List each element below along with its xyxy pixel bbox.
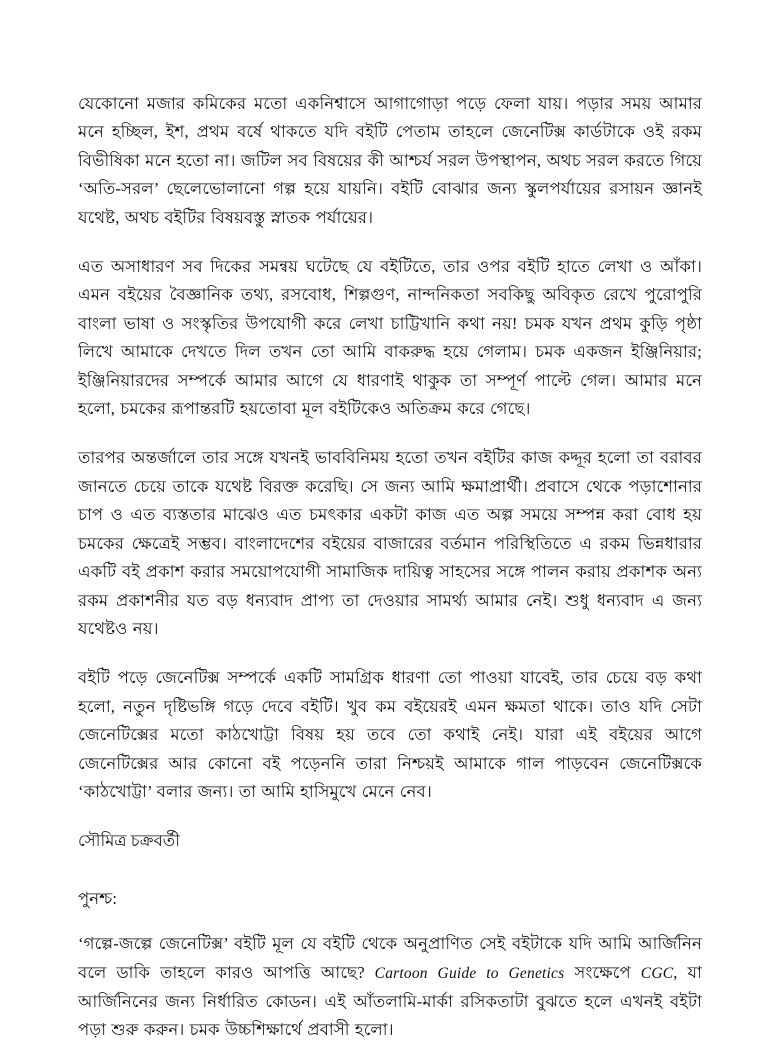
author-signature: সৌমিত্র চক্রবর্তী bbox=[78, 831, 181, 851]
english-abbreviation: CGC bbox=[640, 964, 674, 982]
postscript-text-part-3: , যা আর্জিনিনের জন্য নির্ধারিত কোডন। এই আঁতলামি-মার্কা রসিকতাটা বুঝতে হলে এখনই বইটা পড়া শুরু করুন। চমক উচ্চশিক্ষার্থে প্রবাসী হলো। bbox=[78, 962, 702, 1040]
postscript-text-part-1: ‘গল্পে-জল্পে জেনেটিক্স’ বইটি মূল যে বইটি থেকে অনুপ্রাণিত সেই বইটাকে যদি আমি আর্জিনিন বলে ডাকি তাহলে কারও আপত্তি আছে? bbox=[78, 934, 702, 982]
postscript-text-part-2: সংক্ষেপে bbox=[564, 962, 641, 982]
postscript-paragraph bbox=[78, 930, 702, 1045]
paragraph-3: তারপর অন্তর্জালে তার সঙ্গে যখনই ভাববিনিময় হতো তখন বইটির কাজ কদ্দূর হলো তা বরাবর জানতে চেয়ে তাকে যথেষ্ট বিরক্ত করেছি। সে জন্য আমি ক্ষমাপ্রার্থী। প্রবাসে থেকে পড়াশোনার চাপ ও এত ব্যস্ততার মাঝেও এত চমৎকার একটা কাজ এত অল্প সময়ে সম্পন্ন করা বোধ হয় চমকের ক্ষেত্রেই সম্ভব। বাংলাদেশের বইয়ের বাজারের বর্তমান পরিস্থিতিতে এ রকম ভিন্নধারার একটি বই প্রকাশ করার সময়োপযোগী সামাজিক দায়িত্ব সাহসের সঙ্গে পালন করায় প্রকাশক অন্য রকম প্রকাশনীর যত বড় ধন্যবাদ প্রাপ্য তা দেওয়ার সামর্থ্য আমার নেই। শুধু ধন্যবাদ এ জন্য যথেষ্টও নয়। bbox=[78, 448, 702, 638]
postscript-heading: পুনশ্চ: bbox=[78, 888, 117, 908]
signature-spacer bbox=[78, 877, 702, 885]
document-body bbox=[78, 90, 702, 1045]
paragraph-2: এত অসাধারণ সব দিকের সমন্বয় ঘটেছে যে বইটিতে, তার ওপর বইটি হাতে লেখা ও আঁকা। এমন বইয়ের বৈজ্ঞানিক তথ্য, রসবোধ, শিল্পগুণ, নান্দনিকতা সবকিছু অবিকৃত রেখে পুরোপুরি বাংলা ভাষা ও সংস্কৃতির উপযোগী করে লেখা চাট্টিখানি কথা নয়! চমক যখন প্রথম কুড়ি পৃষ্ঠা লিখে আমাকে দেখতে দিল তখন তো আমি বাকরুদ্ধ হয়ে গেলাম। চমক একজন ইঞ্জিনিয়ার; ইঞ্জিনিয়ারদের সম্পর্কে আমার আগে যে ধারণাই থাকুক তা সম্পূর্ণ পাল্টে গেল। আমার মনে হলো, চমকের রূপান্তরটি হয়তোবা মূল বইটিকেও অতিক্রম করে গেছে। bbox=[78, 257, 702, 419]
paragraph-4: বইটি পড়ে জেনেটিক্স সম্পর্কে একটি সামগ্রিক ধারণা তো পাওয়া যাবেই, তার চেয়ে বড় কথা হলো, নতুন দৃষ্টিভঙ্গি গড়ে দেবে বইটি। খুব কম বইয়েরই এমন ক্ষমতা থাকে। তাও যদি সেটা জেনেটিক্সের মতো কাঠখোট্টা বিষয় হয় তবে তো কথাই নেই। যারা এই বইয়ের আগে জেনেটিক্সের আর কোনো বই পড়েননি তারা নিশ্চয়ই আমাকে গাল পাড়বেন জেনেটিক্সকে ‘কাঠখোট্টা’ বলার জন্য। তা আমি হাসিমুখে মেনে নেব। bbox=[78, 668, 702, 801]
paragraph-1: যেকোনো মজার কমিকের মতো একনিশ্বাসে আগাগোড়া পড়ে ফেলা যায়। পড়ার সময় আমার মনে হচ্ছিল, ইশ, প্রথম বর্ষে থাকতে যদি বইটি পেতাম তাহলে জেনেটিক্স কার্ডটাকে ওই রকম বিভীষিকা মনে হতো না। জটিল সব বিষয়ের কী আশ্চর্য সরল উপস্থাপন, অথচ সরল করতে গিয়ে ‘অতি-সরল’ ছেলেভোলানো গল্প হয়ে যায়নি। বইটি বোঝার জন্য স্কুলপর্যায়ের রসায়ন জ্ঞানই যথেষ্ট, অথচ বইটির বিষয়বস্তু স্নাতক পর্যায়ের। bbox=[78, 94, 702, 227]
english-book-title: Cartoon Guide to Genetics bbox=[374, 964, 565, 982]
